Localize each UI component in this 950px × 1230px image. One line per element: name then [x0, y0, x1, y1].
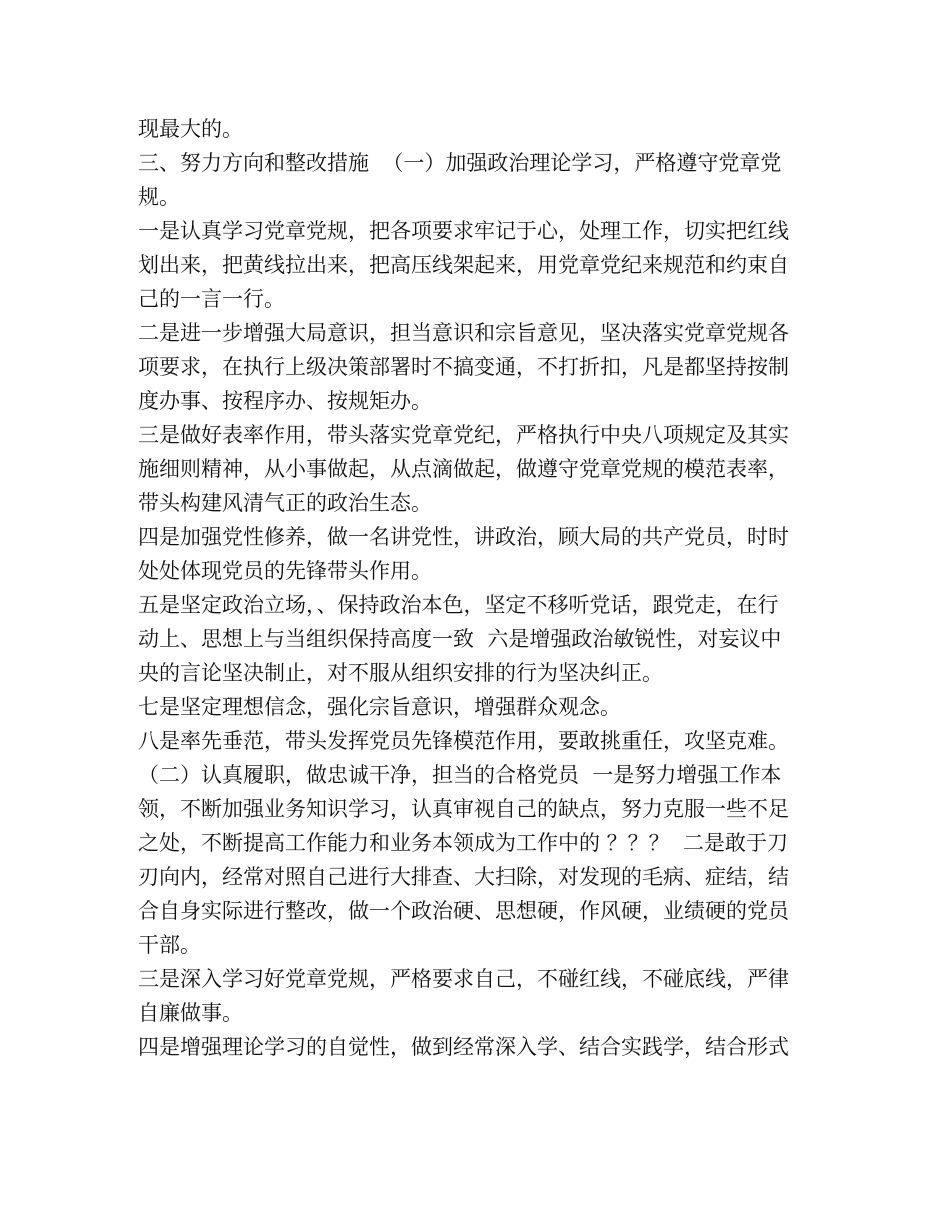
text-line: 自廉做事。	[138, 1001, 243, 1025]
text-line: 领，不断加强业务知识学习，认真审视自己的缺点，努力克服一些不足	[138, 797, 789, 821]
text-line: 五是坚定政治立场，、保持政治本色，坚定不移听党话，跟党走，在行	[138, 593, 779, 617]
text-line: 二是进一步增强大局意识，担当意识和宗旨意见，坚决落实党章党规各	[138, 321, 789, 345]
section-heading-line: （二）认真履职，做忠诚干净，担当的合格党员 一是努力增强工作本	[138, 763, 782, 787]
text-line: 划出来，把黄线拉出来，把高压线架起来，用党章党纪来规范和约束自	[138, 253, 789, 277]
text-line: 刃向内，经常对照自己进行大排查、大扫除，对发现的毛病、症结，结	[138, 865, 789, 889]
document-body	[138, 112, 828, 1064]
text-line: 之处，不断提高工作能力和业务本领成为工作中的 ？？？ 二是敢于刀	[138, 831, 789, 855]
text-line: 干部。	[138, 933, 201, 957]
text-line: 四是加强党性修养，做一名讲党性，讲政治，顾大局的共产党员，时时	[138, 525, 789, 549]
text-line: 七是坚定理想信念，强化宗旨意识，增强群众观念。	[138, 695, 621, 719]
text-line: 己的一言一行。	[138, 287, 285, 311]
text-line: 处处体现党员的先锋带头作用。	[138, 559, 432, 583]
text-line: 现最大的。	[138, 117, 243, 141]
text-line: 三是做好表率作用，带头落实党章党纪，严格执行中央八项规定及其实	[138, 423, 789, 447]
text-line: 动上、思想上与当组织保持高度一致 六是增强政治敏锐性，对妄议中	[138, 627, 782, 651]
text-line: 四是增强理论学习的自觉性，做到经常深入学、结合实践学，结合形式	[138, 1035, 789, 1059]
text-line: 度办事、按程序办、按规矩办。	[138, 389, 432, 413]
text-line: 合自身实际进行整改，做一个政治硬、思想硬，作风硬，业绩硬的党员	[138, 899, 789, 923]
section-heading-line: 三、努力方向和整改措施 （一）加强政治理论学习，严格遵守党章党	[138, 151, 782, 175]
text-line: 施细则精神，从小事做起，从点滴做起，做遵守党章党规的模范表率，	[138, 457, 789, 481]
text-line: 带头构建风清气正的政治生态。	[138, 491, 432, 515]
text-line: 央的言论坚决制止，对不服从组织安排的行为坚决纠正。	[138, 661, 663, 685]
text-line: 项要求，在执行上级决策部署时不搞变通，不打折扣，凡是都坚持按制	[138, 355, 789, 379]
text-line: 八是率先垂范，带头发挥党员先锋模范作用，要敢挑重任，攻坚克难。	[138, 729, 789, 753]
text-line: 规。	[138, 185, 180, 209]
text-line: 三是深入学习好党章党规，严格要求自己，不碰红线，不碰底线，严律	[138, 967, 789, 991]
text-line: 一是认真学习党章党规，把各项要求牢记于心，处理工作，切实把红线	[138, 219, 789, 243]
